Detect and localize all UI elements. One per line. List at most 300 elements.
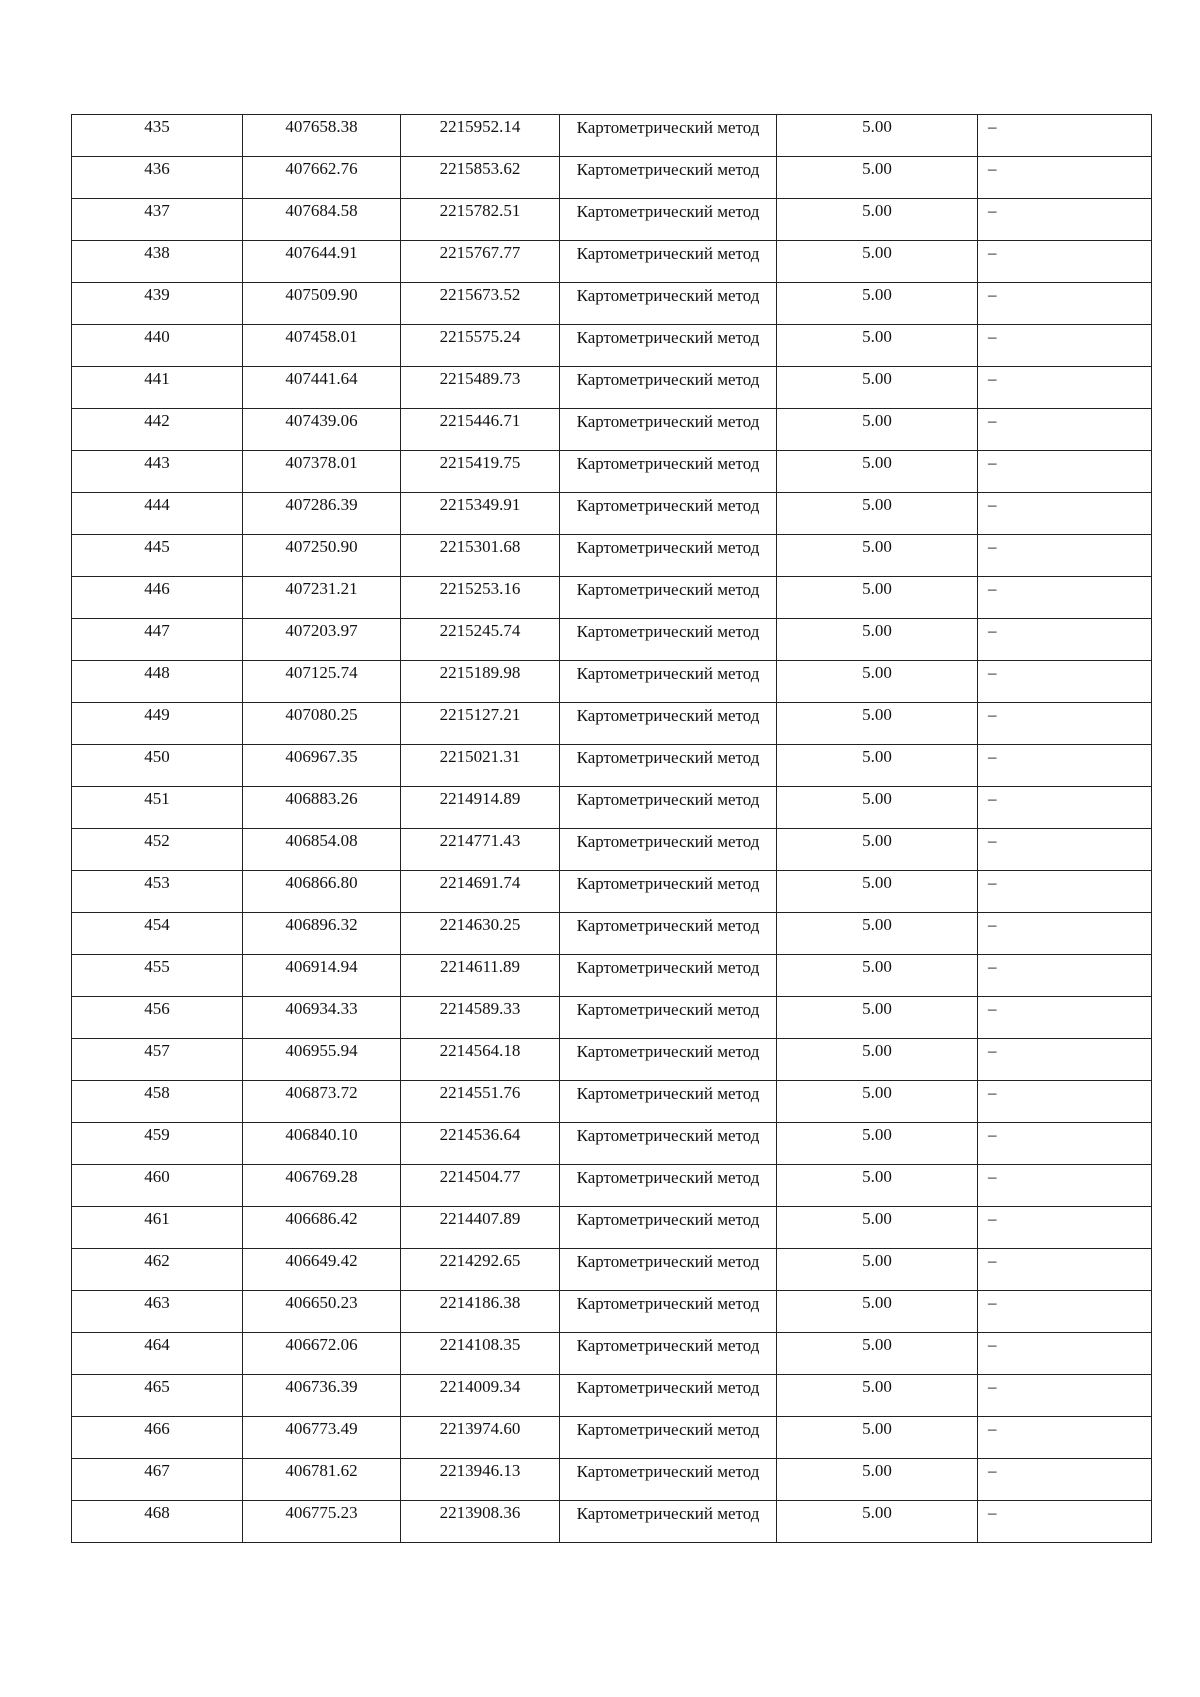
x-coordinate-cell-text: 407684.58 bbox=[285, 201, 358, 220]
table-row bbox=[72, 1501, 1152, 1543]
x-coordinate-cell bbox=[243, 1207, 401, 1249]
y-coordinate-cell bbox=[401, 1039, 560, 1081]
method-cell-text: Картометрический метод bbox=[576, 1336, 760, 1355]
description-cell bbox=[978, 577, 1152, 619]
method-cell bbox=[560, 1417, 777, 1459]
accuracy-cell-text: 5.00 bbox=[862, 537, 892, 556]
accuracy-cell-text: 5.00 bbox=[862, 747, 892, 766]
method-cell bbox=[560, 451, 777, 493]
point-number-cell bbox=[72, 1333, 243, 1375]
y-coordinate-cell-text: 2214611.89 bbox=[439, 957, 521, 976]
point-number-cell bbox=[72, 661, 243, 703]
accuracy-cell bbox=[777, 451, 978, 493]
accuracy-cell bbox=[777, 241, 978, 283]
accuracy-cell-text: 5.00 bbox=[862, 201, 892, 220]
method-cell-text: Картометрический метод bbox=[576, 202, 760, 221]
point-number-cell-text: 462 bbox=[144, 1251, 170, 1270]
y-coordinate-cell bbox=[401, 619, 560, 661]
description-cell bbox=[978, 1249, 1152, 1291]
point-number-cell-text: 455 bbox=[144, 957, 170, 976]
x-coordinate-cell bbox=[243, 1291, 401, 1333]
point-number-cell-text: 466 bbox=[144, 1419, 170, 1438]
x-coordinate-cell-text: 407439.06 bbox=[285, 411, 358, 430]
x-coordinate-cell-text: 407441.64 bbox=[285, 369, 358, 388]
description-cell bbox=[978, 955, 1152, 997]
x-coordinate-cell-text: 406769.28 bbox=[285, 1167, 358, 1186]
description-cell-text: – bbox=[988, 873, 997, 892]
accuracy-cell-text: 5.00 bbox=[862, 1335, 892, 1354]
description-cell bbox=[978, 913, 1152, 955]
description-cell-text: – bbox=[988, 705, 997, 724]
point-number-cell-text: 435 bbox=[144, 117, 170, 136]
point-number-cell bbox=[72, 199, 243, 241]
method-cell-text: Картометрический метод bbox=[576, 832, 760, 851]
description-cell bbox=[978, 367, 1152, 409]
method-cell bbox=[560, 913, 777, 955]
method-cell bbox=[560, 283, 777, 325]
description-cell-text: – bbox=[988, 957, 997, 976]
accuracy-cell-text: 5.00 bbox=[862, 957, 892, 976]
accuracy-cell bbox=[777, 1249, 978, 1291]
description-cell bbox=[978, 283, 1152, 325]
table-row bbox=[72, 619, 1152, 661]
point-number-cell bbox=[72, 115, 243, 157]
point-number-cell-text: 452 bbox=[144, 831, 170, 850]
method-cell bbox=[560, 1459, 777, 1501]
description-cell-text: – bbox=[988, 1083, 997, 1102]
point-number-cell bbox=[72, 913, 243, 955]
point-number-cell-text: 440 bbox=[144, 327, 170, 346]
method-cell-text: Картометрический метод bbox=[576, 958, 760, 977]
method-cell-text: Картометрический метод bbox=[576, 1420, 760, 1439]
table-row bbox=[72, 493, 1152, 535]
accuracy-cell-text: 5.00 bbox=[862, 495, 892, 514]
point-number-cell-text: 451 bbox=[144, 789, 170, 808]
description-cell bbox=[978, 1165, 1152, 1207]
y-coordinate-cell-text: 2215419.75 bbox=[439, 453, 521, 472]
x-coordinate-cell-text: 407231.21 bbox=[285, 579, 358, 598]
y-coordinate-cell bbox=[401, 1207, 560, 1249]
x-coordinate-cell-text: 407250.90 bbox=[285, 537, 358, 556]
point-number-cell-text: 463 bbox=[144, 1293, 170, 1312]
point-number-cell-text: 448 bbox=[144, 663, 170, 682]
point-number-cell bbox=[72, 745, 243, 787]
table-row bbox=[72, 1123, 1152, 1165]
x-coordinate-cell bbox=[243, 871, 401, 913]
description-cell bbox=[978, 451, 1152, 493]
y-coordinate-cell bbox=[401, 241, 560, 283]
accuracy-cell bbox=[777, 1375, 978, 1417]
method-cell bbox=[560, 703, 777, 745]
description-cell bbox=[978, 871, 1152, 913]
point-number-cell bbox=[72, 241, 243, 283]
accuracy-cell-text: 5.00 bbox=[862, 1209, 892, 1228]
accuracy-cell-text: 5.00 bbox=[862, 453, 892, 472]
y-coordinate-cell-text: 2214771.43 bbox=[439, 831, 521, 850]
table-row bbox=[72, 787, 1152, 829]
table-row bbox=[72, 1459, 1152, 1501]
point-number-cell bbox=[72, 619, 243, 661]
point-number-cell-text: 444 bbox=[144, 495, 170, 514]
x-coordinate-cell-text: 407286.39 bbox=[285, 495, 358, 514]
x-coordinate-cell bbox=[243, 1501, 401, 1543]
y-coordinate-cell bbox=[401, 493, 560, 535]
description-cell bbox=[978, 409, 1152, 451]
description-cell-text: – bbox=[988, 117, 997, 136]
point-number-cell bbox=[72, 1207, 243, 1249]
point-number-cell bbox=[72, 367, 243, 409]
description-cell-text: – bbox=[988, 1503, 997, 1522]
description-cell bbox=[978, 535, 1152, 577]
y-coordinate-cell-text: 2214407.89 bbox=[439, 1209, 521, 1228]
table-row bbox=[72, 577, 1152, 619]
accuracy-cell bbox=[777, 787, 978, 829]
accuracy-cell bbox=[777, 1123, 978, 1165]
point-number-cell-text: 449 bbox=[144, 705, 170, 724]
accuracy-cell bbox=[777, 493, 978, 535]
accuracy-cell bbox=[777, 115, 978, 157]
table-row bbox=[72, 829, 1152, 871]
accuracy-cell bbox=[777, 1291, 978, 1333]
x-coordinate-cell-text: 407509.90 bbox=[285, 285, 358, 304]
description-cell-text: – bbox=[988, 243, 997, 262]
x-coordinate-cell bbox=[243, 1081, 401, 1123]
y-coordinate-cell-text: 2214504.77 bbox=[439, 1167, 521, 1186]
accuracy-cell-text: 5.00 bbox=[862, 705, 892, 724]
point-number-cell bbox=[72, 829, 243, 871]
x-coordinate-cell-text: 406914.94 bbox=[285, 957, 358, 976]
point-number-cell-text: 437 bbox=[144, 201, 170, 220]
y-coordinate-cell-text: 2215301.68 bbox=[439, 537, 521, 556]
y-coordinate-cell-text: 2214108.35 bbox=[439, 1335, 521, 1354]
point-number-cell-text: 459 bbox=[144, 1125, 170, 1144]
description-cell-text: – bbox=[988, 621, 997, 640]
y-coordinate-cell bbox=[401, 283, 560, 325]
method-cell bbox=[560, 1375, 777, 1417]
point-number-cell bbox=[72, 1501, 243, 1543]
point-number-cell-text: 446 bbox=[144, 579, 170, 598]
table-row bbox=[72, 1081, 1152, 1123]
point-number-cell bbox=[72, 955, 243, 997]
description-cell-text: – bbox=[988, 1293, 997, 1312]
point-number-cell-text: 443 bbox=[144, 453, 170, 472]
table-row bbox=[72, 1291, 1152, 1333]
y-coordinate-cell bbox=[401, 1417, 560, 1459]
accuracy-cell-text: 5.00 bbox=[862, 117, 892, 136]
coordinates-table bbox=[71, 114, 1152, 1543]
description-cell-text: – bbox=[988, 1461, 997, 1480]
y-coordinate-cell bbox=[401, 451, 560, 493]
point-number-cell bbox=[72, 1417, 243, 1459]
x-coordinate-cell-text: 406840.10 bbox=[285, 1125, 358, 1144]
method-cell bbox=[560, 199, 777, 241]
description-cell-text: – bbox=[988, 201, 997, 220]
point-number-cell-text: 457 bbox=[144, 1041, 170, 1060]
accuracy-cell bbox=[777, 1081, 978, 1123]
method-cell bbox=[560, 871, 777, 913]
accuracy-cell-text: 5.00 bbox=[862, 915, 892, 934]
x-coordinate-cell-text: 406650.23 bbox=[285, 1293, 358, 1312]
table-row bbox=[72, 913, 1152, 955]
accuracy-cell bbox=[777, 1333, 978, 1375]
method-cell-text: Картометрический метод bbox=[576, 286, 760, 305]
description-cell bbox=[978, 1501, 1152, 1543]
accuracy-cell bbox=[777, 325, 978, 367]
method-cell-text: Картометрический метод bbox=[576, 538, 760, 557]
accuracy-cell-text: 5.00 bbox=[862, 999, 892, 1018]
y-coordinate-cell-text: 2215189.98 bbox=[439, 663, 521, 682]
point-number-cell-text: 439 bbox=[144, 285, 170, 304]
y-coordinate-cell bbox=[401, 325, 560, 367]
table-row bbox=[72, 1417, 1152, 1459]
point-number-cell-text: 447 bbox=[144, 621, 170, 640]
table-row bbox=[72, 367, 1152, 409]
method-cell bbox=[560, 1123, 777, 1165]
method-cell bbox=[560, 955, 777, 997]
y-coordinate-cell bbox=[401, 535, 560, 577]
method-cell-text: Картометрический метод bbox=[576, 664, 760, 683]
y-coordinate-cell-text: 2213974.60 bbox=[439, 1419, 521, 1438]
y-coordinate-cell-text: 2215489.73 bbox=[439, 369, 521, 388]
x-coordinate-cell bbox=[243, 535, 401, 577]
accuracy-cell bbox=[777, 1207, 978, 1249]
y-coordinate-cell-text: 2215349.91 bbox=[439, 495, 521, 514]
description-cell bbox=[978, 1291, 1152, 1333]
method-cell-text: Картометрический метод bbox=[576, 1294, 760, 1313]
description-cell-text: – bbox=[988, 1335, 997, 1354]
x-coordinate-cell bbox=[243, 199, 401, 241]
description-cell bbox=[978, 703, 1152, 745]
y-coordinate-cell-text: 2213946.13 bbox=[439, 1461, 521, 1480]
method-cell-text: Картометрический метод bbox=[576, 244, 760, 263]
accuracy-cell-text: 5.00 bbox=[862, 579, 892, 598]
description-cell bbox=[978, 661, 1152, 703]
accuracy-cell-text: 5.00 bbox=[862, 1377, 892, 1396]
y-coordinate-cell-text: 2215253.16 bbox=[439, 579, 521, 598]
point-number-cell-text: 456 bbox=[144, 999, 170, 1018]
x-coordinate-cell bbox=[243, 1165, 401, 1207]
y-coordinate-cell-text: 2215245.74 bbox=[439, 621, 521, 640]
method-cell-text: Картометрический метод bbox=[576, 1462, 760, 1481]
point-number-cell bbox=[72, 1165, 243, 1207]
description-cell-text: – bbox=[988, 369, 997, 388]
method-cell-text: Картометрический метод bbox=[576, 412, 760, 431]
x-coordinate-cell bbox=[243, 1039, 401, 1081]
method-cell-text: Картометрический метод bbox=[576, 1168, 760, 1187]
method-cell bbox=[560, 997, 777, 1039]
table-row bbox=[72, 325, 1152, 367]
accuracy-cell-text: 5.00 bbox=[862, 1419, 892, 1438]
method-cell bbox=[560, 1165, 777, 1207]
method-cell bbox=[560, 157, 777, 199]
description-cell-text: – bbox=[988, 1377, 997, 1396]
table-row bbox=[72, 115, 1152, 157]
point-number-cell-text: 468 bbox=[144, 1503, 170, 1522]
x-coordinate-cell bbox=[243, 157, 401, 199]
description-cell bbox=[978, 787, 1152, 829]
x-coordinate-cell bbox=[243, 661, 401, 703]
y-coordinate-cell-text: 2214564.18 bbox=[439, 1041, 521, 1060]
x-coordinate-cell-text: 407203.97 bbox=[285, 621, 358, 640]
method-cell bbox=[560, 115, 777, 157]
accuracy-cell-text: 5.00 bbox=[862, 831, 892, 850]
point-number-cell-text: 442 bbox=[144, 411, 170, 430]
accuracy-cell-text: 5.00 bbox=[862, 789, 892, 808]
y-coordinate-cell bbox=[401, 1291, 560, 1333]
accuracy-cell-text: 5.00 bbox=[862, 285, 892, 304]
x-coordinate-cell-text: 406672.06 bbox=[285, 1335, 358, 1354]
table-row bbox=[72, 199, 1152, 241]
x-coordinate-cell bbox=[243, 451, 401, 493]
x-coordinate-cell bbox=[243, 577, 401, 619]
description-cell bbox=[978, 745, 1152, 787]
method-cell bbox=[560, 1039, 777, 1081]
table-row bbox=[72, 283, 1152, 325]
point-number-cell-text: 453 bbox=[144, 873, 170, 892]
point-number-cell-text: 461 bbox=[144, 1209, 170, 1228]
y-coordinate-cell-text: 2214186.38 bbox=[439, 1293, 521, 1312]
y-coordinate-cell bbox=[401, 1375, 560, 1417]
accuracy-cell-text: 5.00 bbox=[862, 1461, 892, 1480]
y-coordinate-cell-text: 2214292.65 bbox=[439, 1251, 521, 1270]
accuracy-cell bbox=[777, 157, 978, 199]
accuracy-cell-text: 5.00 bbox=[862, 873, 892, 892]
y-coordinate-cell bbox=[401, 661, 560, 703]
x-coordinate-cell-text: 407378.01 bbox=[285, 453, 358, 472]
x-coordinate-cell-text: 406883.26 bbox=[285, 789, 358, 808]
description-cell bbox=[978, 493, 1152, 535]
x-coordinate-cell bbox=[243, 1123, 401, 1165]
accuracy-cell bbox=[777, 535, 978, 577]
description-cell bbox=[978, 1081, 1152, 1123]
method-cell bbox=[560, 1249, 777, 1291]
method-cell bbox=[560, 619, 777, 661]
method-cell-text: Картометрический метод bbox=[576, 790, 760, 809]
accuracy-cell bbox=[777, 745, 978, 787]
method-cell bbox=[560, 745, 777, 787]
description-cell bbox=[978, 1375, 1152, 1417]
x-coordinate-cell-text: 406781.62 bbox=[285, 1461, 358, 1480]
point-number-cell bbox=[72, 871, 243, 913]
accuracy-cell bbox=[777, 1501, 978, 1543]
method-cell bbox=[560, 1207, 777, 1249]
point-number-cell-text: 467 bbox=[144, 1461, 170, 1480]
table-row bbox=[72, 1207, 1152, 1249]
x-coordinate-cell bbox=[243, 367, 401, 409]
description-cell-text: – bbox=[988, 159, 997, 178]
description-cell-text: – bbox=[988, 747, 997, 766]
accuracy-cell bbox=[777, 955, 978, 997]
x-coordinate-cell-text: 406649.42 bbox=[285, 1251, 358, 1270]
y-coordinate-cell bbox=[401, 1249, 560, 1291]
x-coordinate-cell bbox=[243, 1459, 401, 1501]
accuracy-cell bbox=[777, 1459, 978, 1501]
method-cell-text: Картометрический метод bbox=[576, 916, 760, 935]
x-coordinate-cell-text: 406967.35 bbox=[285, 747, 358, 766]
accuracy-cell bbox=[777, 997, 978, 1039]
table-row bbox=[72, 409, 1152, 451]
point-number-cell-text: 450 bbox=[144, 747, 170, 766]
method-cell-text: Картометрический метод bbox=[576, 748, 760, 767]
method-cell-text: Картометрический метод bbox=[576, 1504, 760, 1523]
y-coordinate-cell bbox=[401, 115, 560, 157]
y-coordinate-cell bbox=[401, 409, 560, 451]
description-cell bbox=[978, 325, 1152, 367]
table-row bbox=[72, 451, 1152, 493]
x-coordinate-cell bbox=[243, 1375, 401, 1417]
description-cell-text: – bbox=[988, 663, 997, 682]
y-coordinate-cell bbox=[401, 199, 560, 241]
x-coordinate-cell bbox=[243, 283, 401, 325]
y-coordinate-cell bbox=[401, 913, 560, 955]
y-coordinate-cell-text: 2215782.51 bbox=[439, 201, 521, 220]
description-cell-text: – bbox=[988, 537, 997, 556]
accuracy-cell bbox=[777, 913, 978, 955]
table-row bbox=[72, 1375, 1152, 1417]
x-coordinate-cell-text: 407125.74 bbox=[285, 663, 358, 682]
description-cell bbox=[978, 619, 1152, 661]
point-number-cell bbox=[72, 703, 243, 745]
y-coordinate-cell-text: 2214536.64 bbox=[439, 1125, 521, 1144]
x-coordinate-cell bbox=[243, 829, 401, 871]
x-coordinate-cell bbox=[243, 619, 401, 661]
accuracy-cell bbox=[777, 871, 978, 913]
description-cell bbox=[978, 115, 1152, 157]
accuracy-cell bbox=[777, 1165, 978, 1207]
x-coordinate-cell bbox=[243, 955, 401, 997]
y-coordinate-cell-text: 2214630.25 bbox=[439, 915, 521, 934]
method-cell-text: Картометрический метод bbox=[576, 328, 760, 347]
accuracy-cell bbox=[777, 661, 978, 703]
table-row bbox=[72, 745, 1152, 787]
accuracy-cell-text: 5.00 bbox=[862, 1167, 892, 1186]
description-cell-text: – bbox=[988, 1251, 997, 1270]
y-coordinate-cell bbox=[401, 955, 560, 997]
accuracy-cell bbox=[777, 1417, 978, 1459]
method-cell-text: Картометрический метод bbox=[576, 580, 760, 599]
description-cell bbox=[978, 157, 1152, 199]
description-cell bbox=[978, 997, 1152, 1039]
x-coordinate-cell-text: 406775.23 bbox=[285, 1503, 358, 1522]
accuracy-cell-text: 5.00 bbox=[862, 1083, 892, 1102]
point-number-cell bbox=[72, 325, 243, 367]
point-number-cell bbox=[72, 1291, 243, 1333]
method-cell bbox=[560, 493, 777, 535]
y-coordinate-cell bbox=[401, 871, 560, 913]
method-cell-text: Картометрический метод bbox=[576, 454, 760, 473]
method-cell bbox=[560, 1291, 777, 1333]
description-cell-text: – bbox=[988, 1125, 997, 1144]
x-coordinate-cell bbox=[243, 115, 401, 157]
table-row bbox=[72, 871, 1152, 913]
method-cell-text: Картометрический метод bbox=[576, 622, 760, 641]
method-cell-text: Картометрический метод bbox=[576, 1210, 760, 1229]
table-row bbox=[72, 1333, 1152, 1375]
description-cell-text: – bbox=[988, 831, 997, 850]
method-cell bbox=[560, 241, 777, 283]
accuracy-cell bbox=[777, 199, 978, 241]
description-cell-text: – bbox=[988, 1167, 997, 1186]
y-coordinate-cell-text: 2213908.36 bbox=[439, 1503, 521, 1522]
y-coordinate-cell bbox=[401, 577, 560, 619]
description-cell bbox=[978, 1123, 1152, 1165]
y-coordinate-cell bbox=[401, 1123, 560, 1165]
point-number-cell bbox=[72, 451, 243, 493]
description-cell-text: – bbox=[988, 999, 997, 1018]
method-cell bbox=[560, 367, 777, 409]
point-number-cell-text: 436 bbox=[144, 159, 170, 178]
y-coordinate-cell-text: 2214691.74 bbox=[439, 873, 521, 892]
